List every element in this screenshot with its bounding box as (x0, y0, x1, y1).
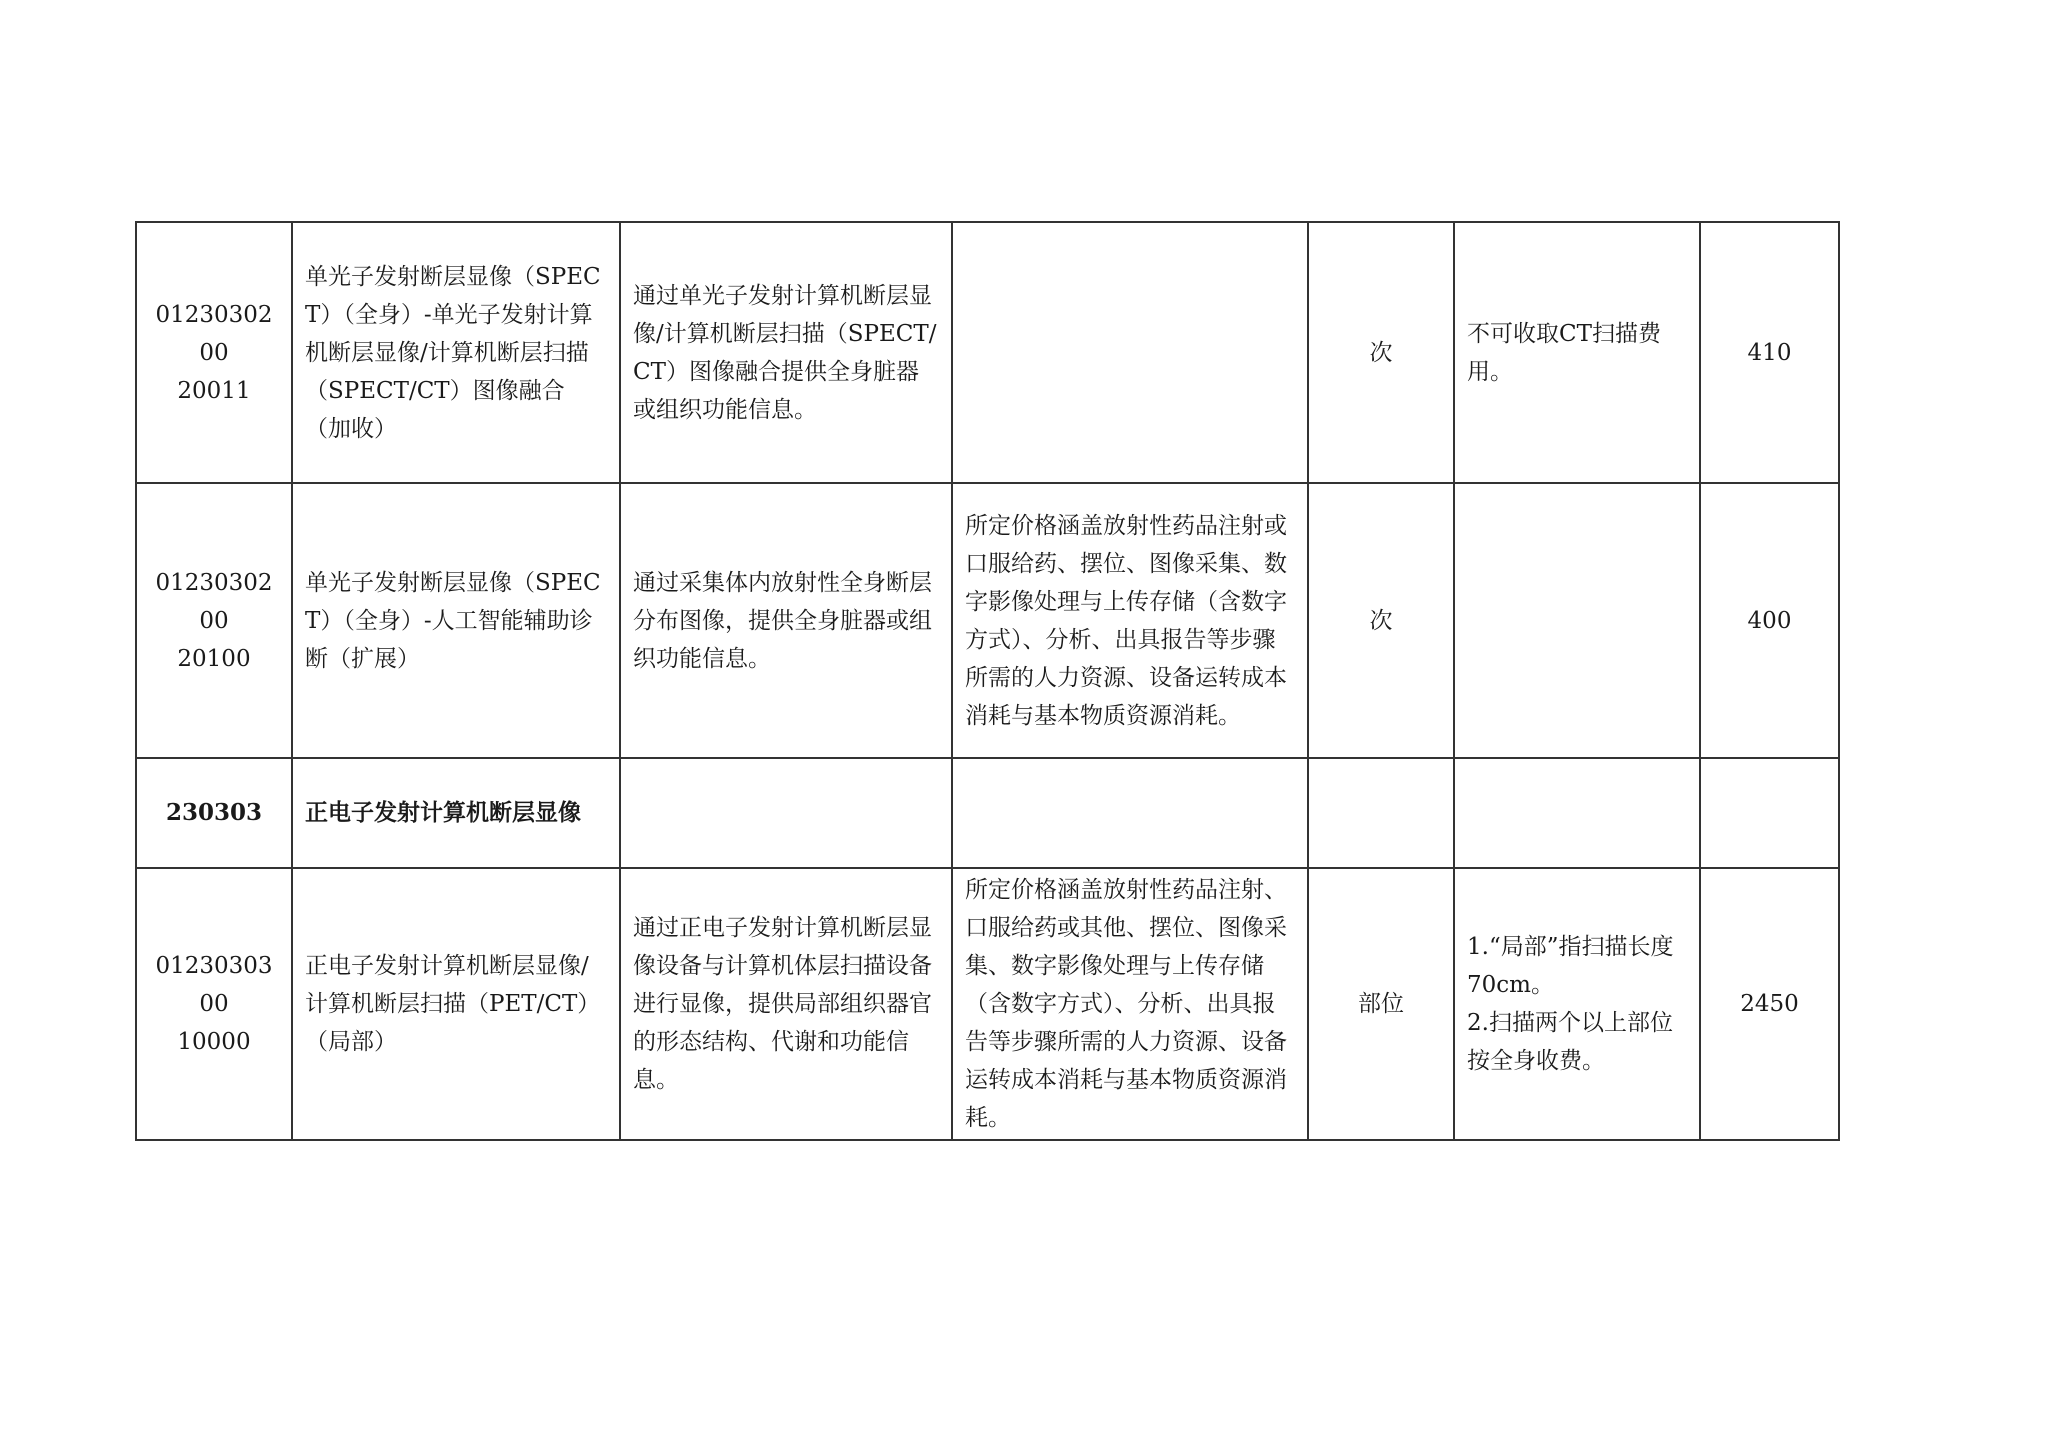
item-code-line: 0123030200 (155, 569, 273, 634)
item-code-cell (136, 868, 292, 1140)
item-code-line: 10000 (177, 1029, 251, 1055)
table-row-category (136, 758, 1839, 868)
item-name-cell: 单光子发射断层显像（SPECT）（全身）-单光子发射计算机断层显像/计算机断层扫描（SPECT/CT）图像融合（加收） (292, 222, 620, 483)
item-code-line: 20100 (177, 645, 251, 672)
item-note-line: 2.扫描两个以上部位按全身收费。 (1467, 1010, 1673, 1074)
item-code-line: 20011 (177, 377, 251, 404)
category-price-includes-cell (952, 758, 1308, 868)
item-unit-cell: 次 (1308, 483, 1454, 758)
table-row (136, 868, 1839, 1140)
item-code-line: 0123030300 (155, 953, 273, 1017)
item-note-line: 1.“局部”指扫描长度70cm。 (1467, 934, 1674, 998)
category-content-cell (620, 758, 952, 868)
item-code-line: 0123030200 (155, 301, 273, 366)
item-price-includes-cell: 所定价格涵盖放射性药品注射、口服给药或其他、摆位、图像采集、数字影像处理与上传存储（含数字方式）、分析、出具报告等步骤所需的人力资源、设备运转成本消耗与基本物质资源消耗。 (952, 868, 1308, 1140)
item-unit-cell: 部位 (1308, 868, 1454, 1140)
item-price-cell: 410 (1700, 222, 1839, 483)
item-note-cell (1454, 483, 1700, 758)
category-code-line: 230303 (165, 799, 263, 826)
item-price-includes-cell (952, 222, 1308, 483)
category-price-cell (1700, 758, 1839, 868)
item-content-cell: 通过单光子发射计算机断层显像/计算机断层扫描（SPECT/CT）图像融合提供全身脏器或组织功能信息。 (620, 222, 952, 483)
item-content-cell: 通过正电子发射计算机断层显像设备与计算机体层扫描设备进行显像，提供局部组织器官的形态结构、代谢和功能信息。 (620, 868, 952, 1140)
category-code-cell (136, 758, 292, 868)
item-code-cell (136, 222, 292, 483)
item-unit-cell: 次 (1308, 222, 1454, 483)
item-code-cell (136, 483, 292, 758)
item-note-cell (1454, 868, 1700, 1140)
item-name-cell: 正电子发射计算机断层显像/计算机断层扫描（PET/CT）（局部） (292, 868, 620, 1140)
category-note-cell (1454, 758, 1700, 868)
category-name-cell: 正电子发射计算机断层显像 (292, 758, 620, 868)
item-price-cell: 400 (1700, 483, 1839, 758)
item-price-cell: 2450 (1700, 868, 1839, 1140)
item-note-cell (1454, 222, 1700, 483)
table-row (136, 483, 1839, 758)
item-price-includes-cell: 所定价格涵盖放射性药品注射或口服给药、摆位、图像采集、数字影像处理与上传存储（含数字方式）、分析、出具报告等步骤所需的人力资源、设备运转成本消耗与基本物质资源消耗。 (952, 483, 1308, 758)
item-content-cell: 通过采集体内放射性全身断层分布图像，提供全身脏器或组织功能信息。 (620, 483, 952, 758)
category-unit-cell (1308, 758, 1454, 868)
price-table (135, 221, 1840, 1141)
item-name-cell: 单光子发射断层显像（SPECT）（全身）-人工智能辅助诊断（扩展） (292, 483, 620, 758)
item-note-line: 不可收取CT扫描费用。 (1467, 320, 1661, 385)
table-row (136, 222, 1839, 483)
